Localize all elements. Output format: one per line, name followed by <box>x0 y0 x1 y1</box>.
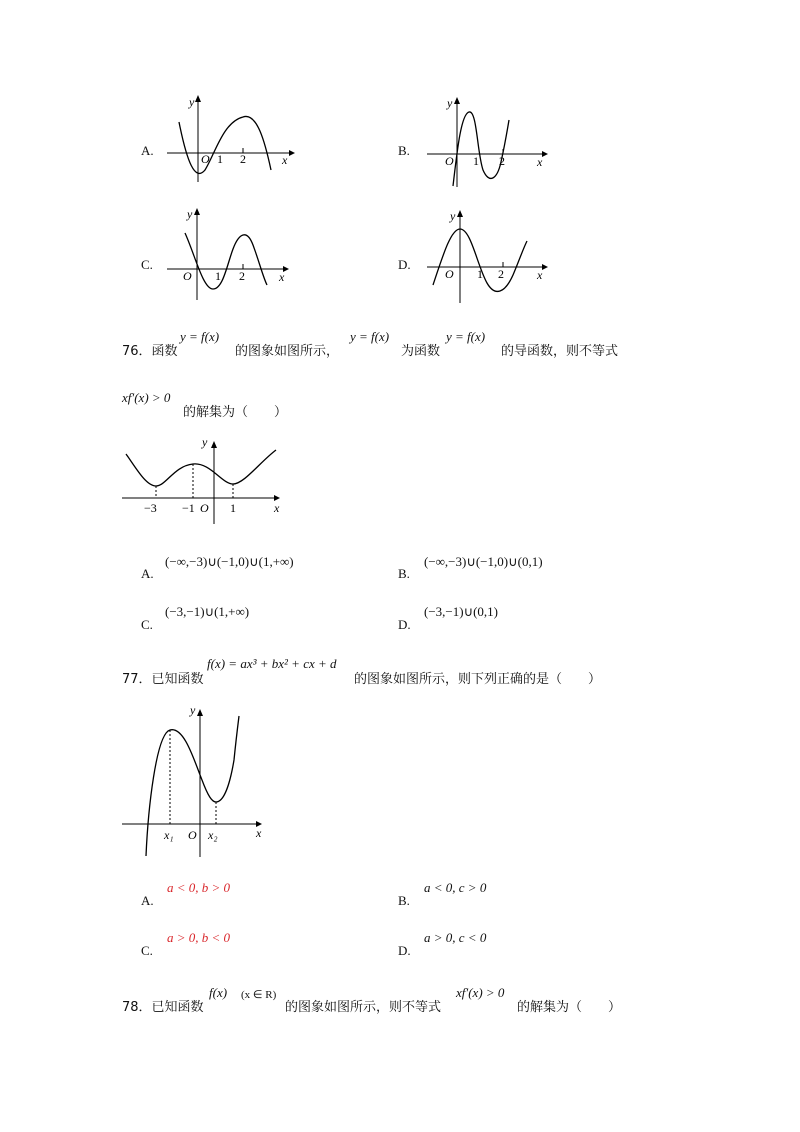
q76-option-b-text: (−∞,−3)∪(−1,0)∪(0,1) <box>424 554 543 569</box>
graph-d-x-label: x <box>537 268 543 282</box>
graph-b-tick-2: 2 <box>499 154 505 168</box>
q76-number: 76．函数 <box>122 344 178 359</box>
graph-a-tick-2: 2 <box>240 152 246 166</box>
q77-formula: f(x) = ax³ + bx² + cx + d <box>207 656 337 671</box>
q77-option-d-text: a > 0, c < 0 <box>424 930 487 945</box>
q77-option-d-label: D. <box>398 943 411 958</box>
q77-graph-origin: O <box>188 828 197 842</box>
q76-graph <box>118 432 293 524</box>
q76-option-d-label: D. <box>398 617 411 632</box>
q77-option-c-label: C. <box>141 943 153 958</box>
q76-option-c-text: (−3,−1)∪(1,+∞) <box>165 604 250 619</box>
q77-option-c-text: a > 0, b < 0 <box>167 930 231 945</box>
graph-c-x-label: x <box>279 270 285 284</box>
q78-domain: (x ∈ R) <box>241 989 277 1001</box>
q78-formula-2: xf′(x) > 0 <box>456 985 505 1000</box>
q76-graph-tick-neg3: −3 <box>144 501 157 515</box>
graph-a-y-label: y <box>189 95 195 109</box>
q76-graph-origin: O <box>200 501 209 515</box>
graph-d-y-label: y <box>450 209 456 223</box>
q77-graph-x2: x₂ <box>208 828 218 842</box>
graph-c-tick-1: 1 <box>215 269 221 283</box>
q77-graph-x1: x₁ <box>164 828 174 842</box>
q77-graph <box>118 700 273 860</box>
q77-text: 的图象如图所示，则下列正确的是（ ） <box>354 672 602 687</box>
q77-graph-y-label: y <box>190 703 196 717</box>
q78-text-1: 的图象如图所示，则不等式 <box>285 1000 442 1015</box>
graph-b-origin: O <box>445 154 454 168</box>
graph-a-x-label: x <box>282 153 288 167</box>
q78-number: 78．已知函数 <box>122 1000 204 1015</box>
q76-text-2: 为函数 <box>401 344 441 359</box>
q76-option-b-label: B. <box>398 566 410 581</box>
q77-option-b-label: B. <box>398 893 410 908</box>
q77-number: 77．已知函数 <box>122 672 204 687</box>
graph-a-origin: O <box>201 152 210 166</box>
q78-formula-1: f(x) <box>209 985 228 1000</box>
graph-a-tick-1: 1 <box>217 152 223 166</box>
graph-c-origin: O <box>183 269 192 283</box>
option-a-label: A. <box>141 143 154 158</box>
graph-c <box>165 205 295 300</box>
q76-formula-4: xf′(x) > 0 <box>122 390 171 405</box>
q76-text-1: 的图象如图所示， <box>235 344 340 359</box>
q76-graph-y-label: y <box>202 435 208 449</box>
graph-d <box>425 205 555 305</box>
graph-a <box>165 92 295 182</box>
q77-option-a-label: A. <box>141 893 154 908</box>
q76-option-a-text: (−∞,−3)∪(−1,0)∪(1,+∞) <box>165 554 294 569</box>
graph-c-tick-2: 2 <box>239 269 245 283</box>
graph-b-x-label: x <box>537 155 543 169</box>
q77-graph-x-label: x <box>256 826 262 840</box>
q76-text-4: 的解集为（ ） <box>183 405 288 420</box>
graph-d-tick-1: 1 <box>477 267 483 281</box>
q76-formula-2: y = f(x) <box>350 329 390 344</box>
graph-b <box>425 92 555 187</box>
q76-graph-tick-1: 1 <box>230 501 236 515</box>
q76-option-d-text: (−3,−1)∪(0,1) <box>424 604 498 619</box>
graph-d-tick-2: 2 <box>498 267 504 281</box>
q76-formula-3: y = f(x) <box>446 329 486 344</box>
q76-graph-x-label: x <box>274 501 280 515</box>
q76-option-c-label: C. <box>141 617 153 632</box>
q76-option-a-label: A. <box>141 566 154 581</box>
option-d-label: D. <box>398 257 411 272</box>
graph-d-origin: O <box>445 267 454 281</box>
q77-option-b-text: a < 0, c > 0 <box>424 880 487 895</box>
option-c-label: C. <box>141 257 153 272</box>
q76-text-3: 的导函数，则不等式 <box>501 344 619 359</box>
q76-formula-1: y = f(x) <box>180 329 220 344</box>
graph-c-y-label: y <box>187 207 193 221</box>
graph-b-y-label: y <box>447 96 453 110</box>
q78-text-2: 的解集为（ ） <box>517 1000 622 1015</box>
q77-option-a-text: a < 0, b > 0 <box>167 880 231 895</box>
graph-b-tick-1: 1 <box>473 154 479 168</box>
option-b-label: B. <box>398 143 410 158</box>
q76-graph-tick-neg1: −1 <box>182 501 195 515</box>
